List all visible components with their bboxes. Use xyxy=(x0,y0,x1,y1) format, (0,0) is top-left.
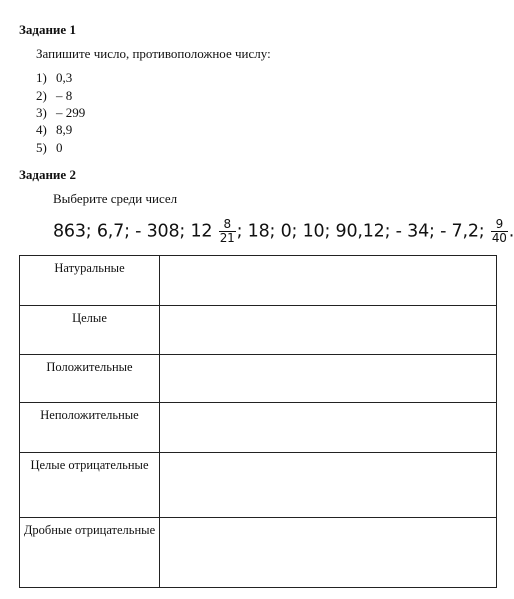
fraction-denominator: 21 xyxy=(219,231,235,245)
answer-cell[interactable] xyxy=(160,355,497,403)
list-item xyxy=(36,105,85,121)
table-row xyxy=(20,518,497,588)
row-label: Целые xyxy=(20,306,160,355)
classification-table xyxy=(19,255,497,588)
task1-title: Задание 1 xyxy=(19,22,76,37)
list-item-number: 5) xyxy=(36,140,47,155)
row-label: Положительные xyxy=(20,355,160,403)
numbers-end: . xyxy=(508,221,514,242)
table-row xyxy=(20,306,497,355)
list-item-number: 2) xyxy=(36,88,47,103)
task1-instruction: Запишите число, противоположное числу: xyxy=(36,46,271,61)
list-item xyxy=(36,88,72,104)
list-item xyxy=(36,70,72,86)
fraction-denominator: 40 xyxy=(491,231,507,245)
table-row xyxy=(20,256,497,306)
row-label: Неположительные xyxy=(20,403,160,453)
table-row xyxy=(20,403,497,453)
table-row xyxy=(20,453,497,518)
answer-cell[interactable] xyxy=(160,306,497,355)
list-item xyxy=(36,122,72,138)
answer-cell[interactable] xyxy=(160,518,497,588)
list-item-value: – 299 xyxy=(56,105,86,120)
list-item xyxy=(36,140,63,156)
answer-cell[interactable] xyxy=(160,256,497,306)
list-item-value: 0 xyxy=(56,140,63,155)
fraction-9-40 xyxy=(491,218,508,245)
table-row xyxy=(20,355,497,403)
row-label: Дробные отрицательные xyxy=(20,518,160,588)
answer-cell[interactable] xyxy=(160,403,497,453)
row-label: Натуральные xyxy=(20,256,160,306)
list-item-number: 3) xyxy=(36,105,47,120)
task2-title: Задание 2 xyxy=(19,167,76,182)
list-item-value: 8,9 xyxy=(56,122,73,137)
fraction-8-21 xyxy=(219,218,236,245)
row-label: Целые отрицательные xyxy=(20,453,160,518)
list-item-number: 1) xyxy=(36,70,47,85)
task2-instruction: Выберите среди чисел xyxy=(53,191,178,206)
answer-cell[interactable] xyxy=(160,453,497,518)
numbers-part2: ; 18; 0; 10; 90,12; - 34; - 7,2; xyxy=(236,221,485,242)
fraction-numerator: 8 xyxy=(219,218,236,232)
fraction-numerator: 9 xyxy=(491,218,508,232)
numbers-part1: 863; 6,7; - 308; 12 xyxy=(53,221,213,242)
list-item-value: – 8 xyxy=(56,88,73,103)
numbers-sequence xyxy=(53,218,514,245)
list-item-number: 4) xyxy=(36,122,47,137)
list-item-value: 0,3 xyxy=(56,70,73,85)
